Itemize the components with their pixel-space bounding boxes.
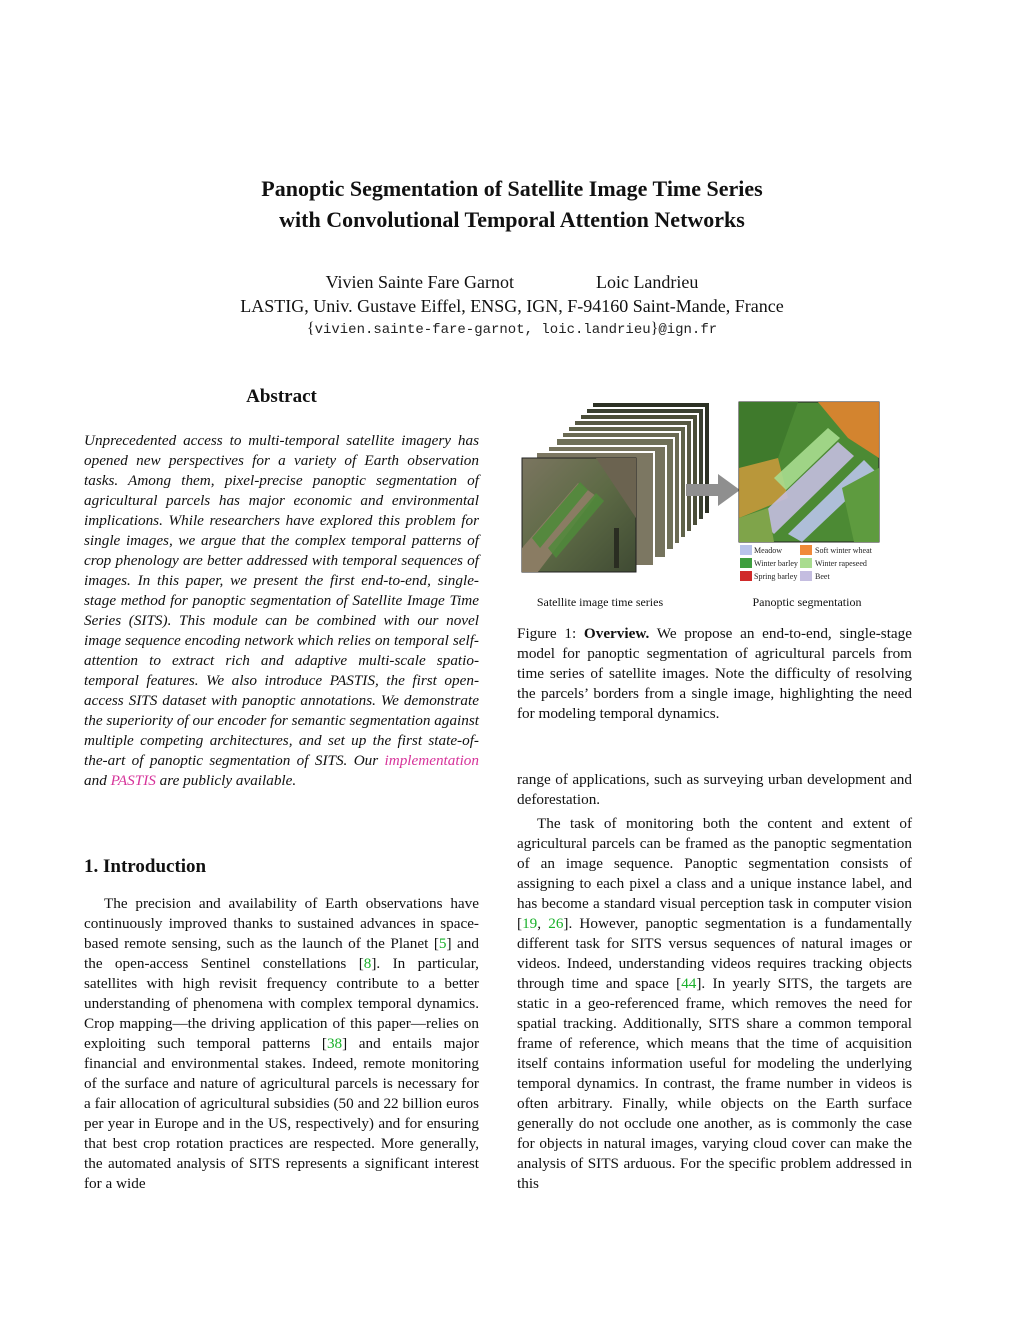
email-domain: @ign.fr — [658, 322, 718, 338]
abstract-text: Unprecedented access to multi-temporal satellite imagery has opened new perspectives for a variety of Earth observation tasks. Among them, pixel-precise panoptic segmentation of agricultural parcels has major economic and environmental implications. While researchers have explored this problem for single images, we argue that the complex temporal patterns of crop phenology are better addressed with temporal sequences of images. In this paper, we present the first end-to-end, single-stage method for panoptic segmentation of Satellite Image Time Series (SITS). This module can be combined with our novel image sequence encoding network which relies on temporal self-attention to extract rich and adaptive multi-scale spatio-temporal features. We also introduce PASTIS, the first open-access SITS dataset with panoptic annotations. We demonstrate the superiority of our encoder for semantic segmentation against multiple competing architectures, and set up the first state-of-the-art of panoptic segmentation of SITS. Our — [84, 432, 479, 769]
implementation-link[interactable]: implementation — [384, 752, 479, 769]
citation-19[interactable]: 19 — [522, 915, 538, 932]
caption-prefix: Figure 1: — [517, 625, 584, 642]
citation-8[interactable]: 8 — [363, 955, 372, 972]
email-line — [0, 320, 1024, 338]
email-addresses: vivien.sainte-fare-garnot, loic.landrieu — [314, 322, 651, 338]
section-heading-introduction: 1. Introduction — [84, 856, 207, 877]
email-brace-close: } — [650, 320, 659, 337]
legend-swatch — [740, 558, 752, 568]
author-2: Loic Landrieu — [595, 272, 699, 292]
segmentation-map — [739, 402, 879, 542]
legend-label-winter-rapeseed: Winter rapeseed — [815, 559, 867, 568]
pastis-link[interactable]: PASTIS — [110, 772, 156, 789]
legend-label-beet: Beet — [815, 572, 830, 581]
affiliation: LASTIG, Univ. Gustave Eiffel, ENSG, IGN, F-94160 Saint-Mande, France — [240, 296, 784, 316]
author-1: Vivien Sainte Fare Garnot — [325, 272, 514, 292]
author-names — [0, 270, 1024, 294]
intro-paragraph-2 — [517, 814, 912, 1194]
figure-1-graphic — [518, 398, 913, 613]
legend — [740, 545, 873, 581]
legend-label-meadow: Meadow — [754, 546, 782, 555]
title-line-1: Panoptic Segmentation of Satellite Image Time Series — [261, 176, 763, 201]
legend-swatch — [800, 558, 812, 568]
intro-text: ] and the open-access Sentinel constellations [ — [84, 935, 479, 972]
intro-text: The task of monitoring both the content and extent of agricultural parcels can be framed as the panoptic segmentation of an image sequence. Panoptic segmentation consists of assigning to each pixel a class and a unique instance label, and has become a standard visual perception task in computer vision [ — [517, 815, 912, 932]
intro-paragraph — [84, 894, 479, 1194]
citation-38[interactable]: 38 — [326, 1035, 343, 1052]
paper-title — [0, 173, 1024, 235]
abstract-body — [84, 431, 479, 791]
figure-left-label: Satellite image time series — [536, 595, 664, 609]
title-line-2: with Convolutional Temporal Attention Networks — [279, 207, 745, 232]
legend-label-spring-barley: Spring barley — [754, 572, 798, 581]
authors-block — [0, 270, 1024, 318]
figure-1 — [518, 398, 913, 613]
intro-text: ]. In yearly SITS, the targets are static in a geo-referenced frame, which removes the need for spatial tracking. Additionally, SITS share a common temporal frame of reference, which means that the time of acquisition itself contains information useful for modeling the underlying temporal dynamics. In contrast, the frame number in videos is often arbitrary. Finally, while objects on the Earth surface generally do not occlude one another, as is commonly the case for objects in natural images, varying cloud cover can make the analysis of SITS arduous. For the specific problem addressed in this — [517, 975, 913, 1192]
caption-text: We propose an end-to-end, single-stage model for panoptic segmentation of agricultural parcels from time series of satellite images. Note the difficulty of resolving the parcels’ borders from a single image, highlighting the need for modeling temporal dynamics. — [517, 625, 912, 722]
citation-44[interactable]: 44 — [681, 975, 697, 992]
abstract-heading: Abstract — [246, 386, 317, 407]
figure-right-label: Panoptic segmentation — [752, 595, 862, 609]
citation-separator: , — [537, 915, 549, 932]
intro-text: The precision and availability of Earth observations have continuously improved thanks to sustained advances in space-based remote sensing, such as the launch of the Planet [ — [84, 895, 479, 952]
abstract-text-end: are publicly available. — [155, 772, 297, 789]
email-brace-open: { — [306, 320, 315, 337]
intro-continuation: range of applications, such as surveying urban development and deforestation. — [517, 771, 912, 808]
legend-swatch — [800, 545, 812, 555]
abstract-text-between: and — [84, 772, 111, 789]
legend-swatch — [740, 545, 752, 555]
legend-swatch — [800, 571, 812, 581]
figure-caption — [517, 624, 912, 724]
legend-label-winter-barley: Winter barley — [754, 559, 798, 568]
image-stack — [522, 402, 710, 572]
legend-label-soft-winter-wheat: Soft winter wheat — [815, 546, 872, 555]
citation-26[interactable]: 26 — [548, 915, 564, 932]
intro-text: ] and entails major financial and environmental stakes. Indeed, remote monitoring of the surface and nature of agricultural parcels is necessary for a fair allocation of agricultural subsidies (50 and 22 billion euros per year in Europe and in the US, respectively) and for ensuring that best crop rotation practices are respected. More generally, the automated analysis of SITS represents a significant interest for a wide — [84, 1035, 479, 1192]
caption-bold: Overview. — [583, 625, 650, 642]
intro-text: ]. However, panoptic segmentation is a fundamentally different task for SITS versus sequences of natural images or videos. Indeed, understanding videos requires tracking objects through time and space [ — [517, 915, 912, 992]
legend-swatch — [740, 571, 752, 581]
citation-5[interactable]: 5 — [438, 935, 447, 952]
intro-text: ]. In particular, satellites with high revisit frequency contribute to a better understanding of phenomena with complex temporal dynamics. Crop mapping—the driving application of this paper—relies on exploiting such temporal patterns [ — [84, 955, 479, 1052]
